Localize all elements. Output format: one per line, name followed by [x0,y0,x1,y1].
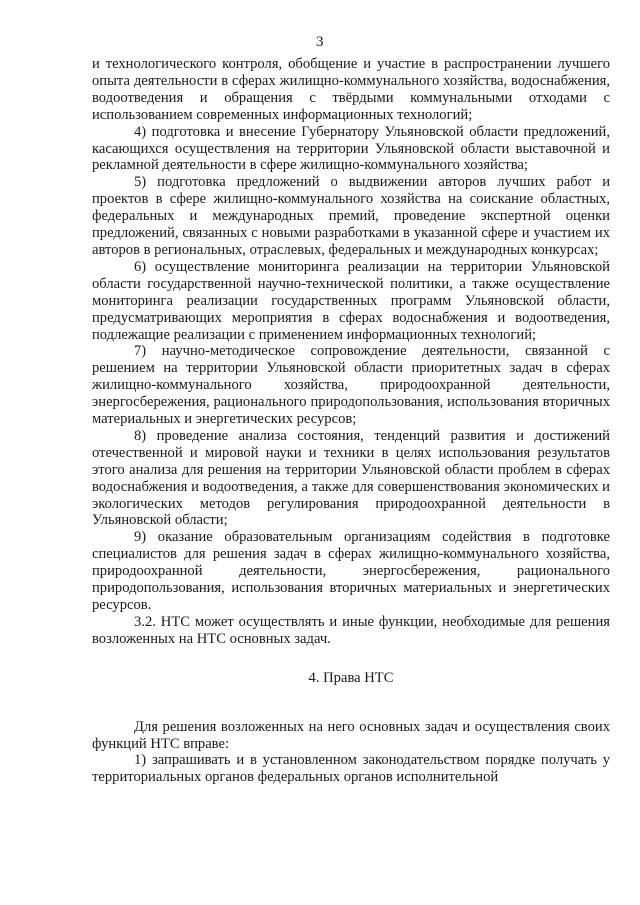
paragraph-item-5: 5) подготовка предложений о выдвижении авторов лучших работ и проектов в сфере жилищно-коммунального хозяйства на соискание областных, федеральных и международных премий, проведение экспертной оценки предложений, связанных с новыми разработками в указанной сфере и участием их авторов в региональных, отраслевых, федеральных и международных конкурсах; [92,174,610,258]
paragraph-rights-intro: Для решения возложенных на него основных задач и осуществления своих функций НТС вправе: [92,718,610,752]
paragraph-3-2: 3.2. НТС может осуществлять и иные функции, необходимые для решения возложенных на НТС основных задач. [92,613,610,647]
paragraph-item-9: 9) оказание образовательным организациям содействия в подготовке специалистов для решения задач в сферах жилищно-коммунального хозяйства, природоохранной деятельности, энергосбережения, рационального природопользования, использования вторичных материальных и энергетических ресурсов. [92,529,610,613]
paragraph-item-7: 7) научно-методическое сопровождение деятельности, связанной с решением на территории Ульяновской области приоритетных задач в сферах жилищно-коммунального хозяйства, природоохранной деятельности, энергосбережения, рационального природопользования, использования вторичных материальных и энергетических ресурсов; [92,343,610,428]
paragraph-item-6: 6) осуществление мониторинга реализации на территории Ульяновской области государственной научно-технической политики, а также осуществление мониторинга реализации государственных программ Ульяновской области, предусматривающих мероприятия в сферах водоснабжения и водоотведения, подлежащие реализации с применением информационных технологий; [92,258,610,343]
document-body [92,56,610,786]
section-title: 4. Права НТС [308,669,394,686]
page-number: 3 [316,34,324,50]
paragraph-item-8: 8) проведение анализа состояния, тенденций развития и достижений отечественной и мировой науки и техники в целях использования результатов этого анализа для решения на территории Ульяновской области проблем в сферах водоснабжения и водоотведения, а также для совершенствования экономических и экологических методов регулирования природоохранной деятельности в Ульяновской области; [92,427,610,529]
paragraph-continuation: и технологического контроля, обобщение и участие в распространении лучшего опыта деятельности в сферах жилищно-коммунального хозяйства, водоснабжения, водоотведения и обращения с твёрдыми коммунальными отходами с использованием современных информационных технологий; [92,56,610,123]
paragraph-item-4: 4) подготовка и внесение Губернатору Ульяновской области предложений, касающихся осуществления на территории Ульяновской области выставочной и рекламной деятельности в сфере жилищно-коммунального хозяйства; [92,123,610,174]
paragraph-right-1: 1) запрашивать и в установленном законодательством порядке получать у территориальных органов федеральных органов исполнительной [92,752,610,786]
